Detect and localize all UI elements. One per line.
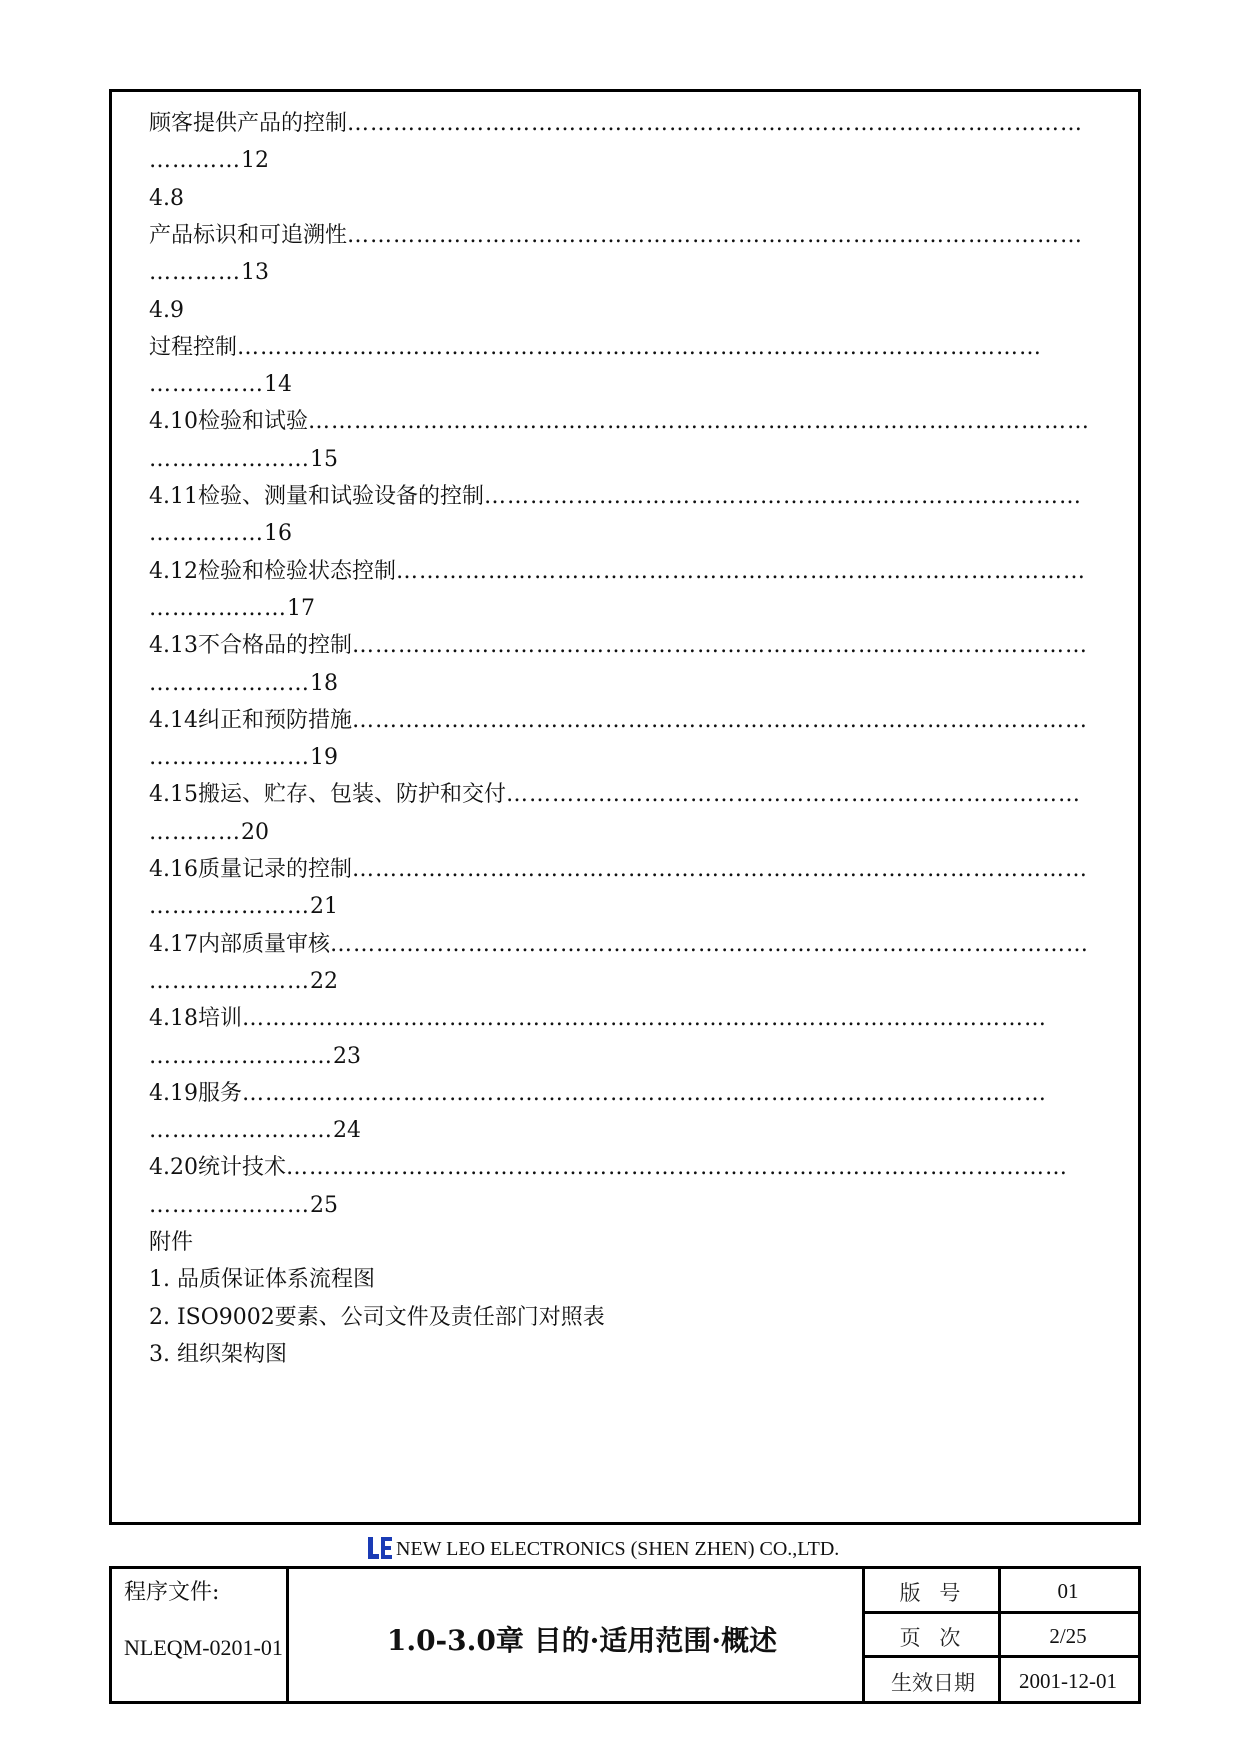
toc-line [149,1111,1124,1151]
doc-type-label: 程序文件: [124,1580,220,1605]
toc-line [149,813,1124,853]
toc-leader-dots: …………………… [149,1118,333,1144]
toc-page-number: 14 [264,372,292,398]
toc-entry-text: 4.10检验和试验 [149,409,308,435]
chapter-title: 1.0-3.0章 目的·适用范围·概述 [386,1624,778,1657]
toc-leader-dots: ………………… [149,670,310,696]
toc-leader-dots: …………………………………………………………………………………………… [242,1080,1047,1106]
toc-entry-text: 1. 品质保证体系流程图 [149,1267,375,1293]
toc-line [149,1223,1124,1263]
toc-leader-dots: ………… [149,819,241,845]
doc-code: NLEQM-0201-01 [124,1635,283,1660]
toc-page-number: 21 [310,894,338,920]
toc-entry-text: 4.15搬运、贮存、包装、防护和交付 [149,782,506,808]
toc-page-number: 13 [241,260,269,286]
toc-line [149,738,1124,778]
toc-leader-dots: …………………………………………………………………………………… [352,707,1088,733]
toc-leader-dots: ………………… [149,446,310,472]
toc-leader-dots: ………………………………………………………………… [506,782,1081,808]
toc-leader-dots: ………………………………………………………………………………………… [308,409,1090,435]
toc-leader-dots: ……………… [149,595,287,621]
toc-entry-text: 产品标识和可追溯性 [149,222,348,248]
company-logo-icon [368,1537,392,1559]
version-label: 版 号 [899,1581,967,1605]
toc-line [149,104,1124,144]
toc-leader-dots: ………………… [149,968,310,994]
toc-entry-text: 4.18培训 [149,1006,242,1032]
company-name-text: NEW LEO ELECTRONICS (SHEN ZHEN) CO.,LTD. [396,1538,840,1560]
toc-leader-dots: ………… [149,260,241,286]
page-label: 页 次 [899,1626,967,1650]
toc-line [149,626,1124,666]
toc-line [149,216,1124,256]
toc-entry-text: 4.16质量记录的控制 [149,857,352,882]
toc-entry-text: 4.8 [149,185,184,211]
company-name [368,1534,839,1564]
toc-line [149,328,1124,368]
toc-line [149,253,1124,293]
toc-page-number: 20 [241,819,269,845]
toc-entry-text: 4.17内部质量审核 [149,931,330,957]
toc-line [149,589,1124,629]
toc-page-number: 18 [310,670,338,696]
toc-line [149,962,1124,1002]
version-value: 01 [1057,1579,1079,1603]
toc-entry-text: 4.11检验、测量和试验设备的控制 [149,484,484,509]
toc-line [149,477,1124,517]
table-of-contents [109,89,1141,1525]
toc-line [149,850,1124,890]
toc-leader-dots: …………………………………………………………………………………… [352,633,1088,659]
toc-entry-text: 4.9 [149,297,184,323]
toc-leader-dots: ………………… [149,745,310,771]
toc-entry-text: 顾客提供产品的控制 [149,111,348,136]
toc-page-number: 23 [333,1043,361,1069]
toc-page-number: 22 [310,968,338,994]
toc-entry-text: 4.20统计技术 [149,1155,286,1181]
toc-line [149,701,1124,741]
toc-line [149,1186,1124,1226]
toc-page-number: 15 [310,446,338,472]
toc-leader-dots: …………………………………………………………………………………………… [242,1006,1047,1032]
toc-entry-text: 过程控制 [149,334,238,360]
toc-page-number: 19 [310,745,338,771]
toc-page-number: 12 [241,148,269,174]
toc-leader-dots: …………………………………………………………………………………… [347,111,1084,136]
toc-leader-dots: …………………… [149,1043,333,1069]
toc-line [149,1260,1124,1300]
toc-entry-text: 4.13不合格品的控制 [149,633,352,659]
toc-leader-dots: …………………………………………………………………………………… [352,857,1088,882]
effective-date-value: 2001-12-01 [1019,1669,1117,1693]
toc-entry-text: 4.14纠正和预防措施 [149,707,352,733]
toc-line [149,1037,1124,1077]
toc-leader-dots: ………………… [149,1192,310,1218]
toc-line [149,291,1124,331]
toc-line [149,999,1124,1039]
toc-leader-dots: …………………………………………………………………………………… [347,222,1084,248]
toc-line [149,775,1124,815]
toc-entry-text: 附件 [149,1230,194,1255]
toc-leader-dots: …………………………………………………………………………………………… [237,334,1043,360]
toc-page-number: 25 [310,1192,338,1218]
toc-page-number: 24 [333,1118,361,1144]
toc-leader-dots: …………… [149,372,264,398]
toc-line [149,514,1124,554]
toc-leader-dots: ……………………………………………………………………………… [396,558,1086,584]
toc-leader-dots: …………… [149,521,264,547]
toc-entry-text: 4.19服务 [149,1080,242,1106]
toc-line [149,1148,1124,1188]
toc-entry-text: 3. 组织架构图 [149,1341,287,1367]
toc-page-number: 16 [264,521,292,547]
toc-leader-dots: ……………………………………………………………………………………… [330,931,1089,957]
toc-line [149,365,1124,405]
toc-line [149,887,1124,927]
toc-leader-dots: ………… [149,148,241,174]
toc-entry-text: 4.12检验和检验状态控制 [149,558,396,584]
toc-line [149,1335,1124,1375]
toc-line [149,402,1124,442]
toc-line [149,552,1124,592]
toc-leader-dots: ………………………………………………………………………………………… [286,1155,1068,1181]
effective-date-label: 生效日期 [891,1671,975,1695]
toc-page-number: 17 [287,595,315,621]
toc-entry-text: 2. ISO9002要素、公司文件及责任部门对照表 [149,1304,605,1330]
toc-line [149,179,1124,219]
toc-leader-dots: …………………………………………………………………… [484,484,1082,509]
document-footer-table [109,1566,1141,1704]
toc-line [149,440,1124,480]
toc-line [149,664,1124,704]
toc-line [149,141,1124,181]
toc-line [149,925,1124,965]
toc-leader-dots: ………………… [149,894,310,920]
toc-line [149,1298,1124,1338]
page-value: 2/25 [1049,1624,1087,1648]
toc-line [149,1074,1124,1114]
